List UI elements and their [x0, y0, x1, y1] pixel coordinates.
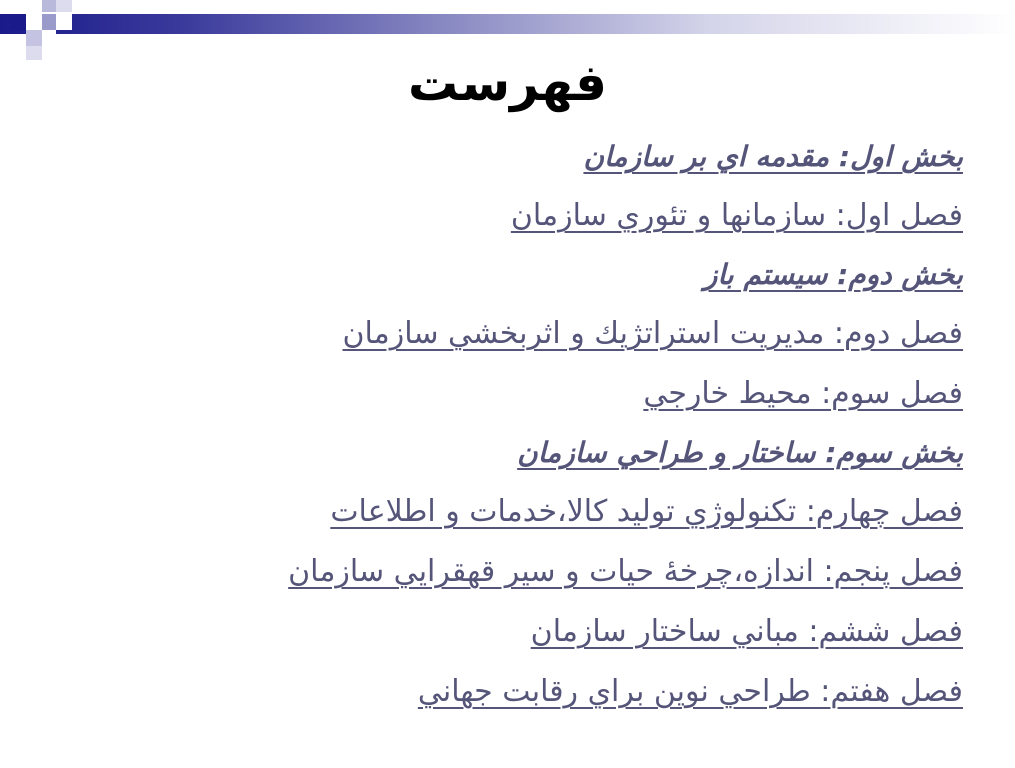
- toc-section-link[interactable]: بخش اول: مقدمه اي بر سازمان: [583, 140, 963, 173]
- toc-chapter-link[interactable]: فصل چهارم: تكنولوژي توليد كالا،خدمات و اطلاعات: [330, 494, 963, 529]
- toc-chapter-link[interactable]: فصل پنجم: اندازه،چرخۀ حيات و سير قهقرايي سازمان: [288, 554, 963, 589]
- gradient-band: [0, 14, 1015, 34]
- toc-section-link[interactable]: بخش سوم: ساختار و طراحي سازمان: [517, 436, 963, 469]
- table-of-contents: [163, 128, 963, 722]
- toc-chapter-link[interactable]: فصل اول: سازمانها و تئوري سازمان: [510, 198, 963, 233]
- decor-square: [10, 14, 26, 30]
- decor-square: [56, 0, 72, 12]
- decor-square: [42, 30, 56, 46]
- decor-square: [26, 14, 42, 30]
- decor-square: [12, 0, 26, 12]
- decor-square: [56, 14, 72, 30]
- toc-chapter-link[interactable]: فصل هفتم: طراحي نوين براي رقابت جهاني: [417, 674, 963, 709]
- decor-square: [42, 14, 56, 30]
- toc-chapter-link[interactable]: فصل ششم: مباني ساختار سازمان: [530, 614, 963, 649]
- decor-square: [26, 30, 42, 46]
- decor-square: [0, 0, 12, 12]
- toc-chapter-link[interactable]: فصل دوم: مديريت استراتژيك و اثربخشي سازمان: [342, 316, 963, 351]
- decor-square: [42, 0, 56, 12]
- toc-section-link[interactable]: بخش دوم: سيستم باز: [703, 258, 963, 291]
- toc-chapter-link[interactable]: فصل سوم: محيط خارجي: [643, 376, 963, 411]
- slide-title: فهرست: [408, 54, 607, 112]
